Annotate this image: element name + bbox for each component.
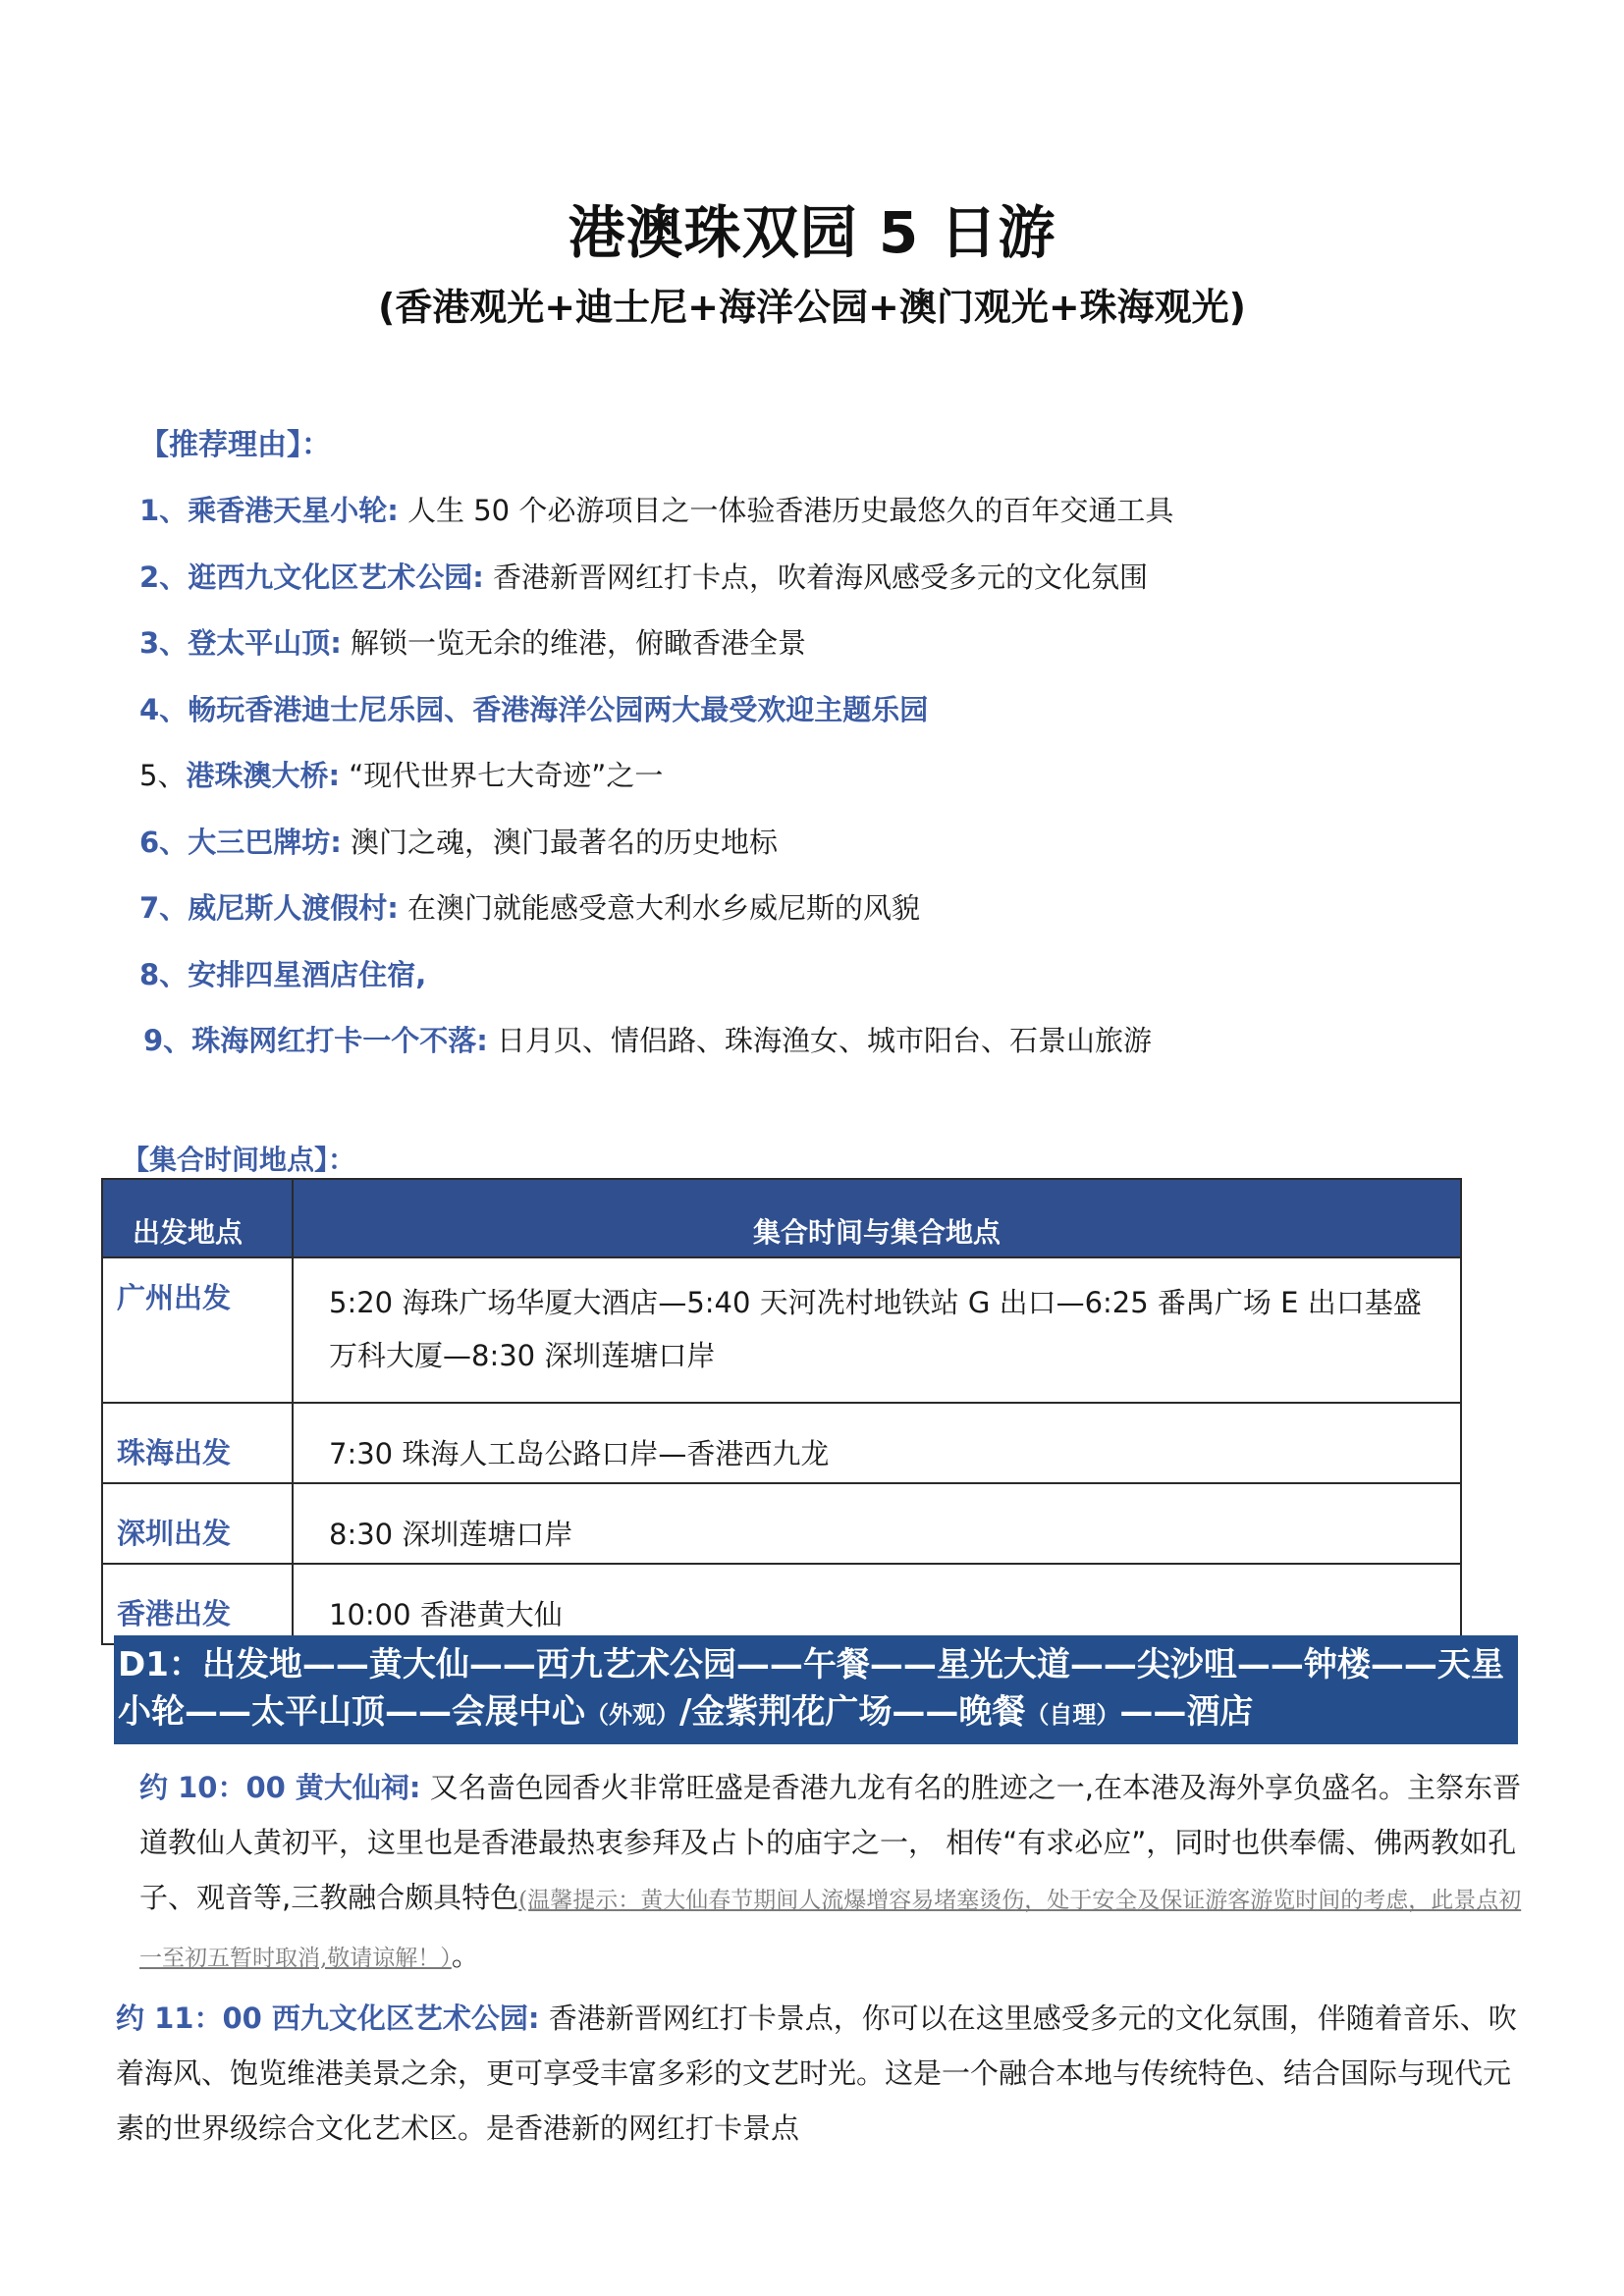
stop-end: 。: [451, 1939, 480, 1972]
column-header-route: 集合时间与集合地点: [293, 1179, 1461, 1257]
day1-banner-note2: （自理）: [1025, 1701, 1120, 1729]
page-title: 港澳珠双园 5 日游: [568, 199, 1056, 266]
stop-description: 又名啬色园香火非常旺盛是香港九龙有名的胜迹之一,在本港及海外享负盛名。主祭东晋道教仙人黄初平，这里也是香港最热衷参拜及占卜的庙宇之一， 相传“有求必应”，同时也供奉儒、佛两教如孔子、观音等,三教融合颇具特色: [139, 1771, 1521, 1914]
reason-item: [139, 823, 1534, 889]
reason-highlight: 逛西九文化区艺术公园:: [188, 560, 484, 594]
day1-banner-part3: ——酒店: [1119, 1692, 1254, 1732]
stop-warm-tip: (温馨提示：黄大仙春节期间人流爆增容易堵塞烫伤，处于安全及保证游客游览时间的考虑，此景点初一至初五暂时取消,敬请谅解！）: [139, 1888, 1522, 1971]
reason-number: 9、: [143, 1024, 192, 1057]
reason-number: 2、: [139, 560, 189, 594]
reason-item: [139, 623, 1534, 690]
route-cell: 5:20 海珠广场华厦大酒店—5:40 天河冼村地铁站 G 出口—6:25 番禺广场 E 出口基盛万科大厦—8:30 深圳莲塘口岸: [293, 1257, 1461, 1403]
reason-highlight: 畅玩香港迪士尼乐园、香港海洋公园两大最受欢迎主题乐园: [188, 692, 929, 726]
reason-text: 澳门之魂，澳门最著名的历史地标: [341, 825, 779, 859]
reason-item: [139, 756, 1534, 823]
origin-cell: 珠海出发: [102, 1403, 293, 1483]
table-header-row: [102, 1179, 1461, 1257]
reason-text: 解锁一览无余的维港，俯瞰香港全景: [341, 626, 807, 660]
reason-highlight: 大三巴牌坊:: [188, 825, 342, 859]
day1-stop-wong-tai-sin: [139, 1760, 1528, 1986]
table-row: [102, 1564, 1461, 1644]
reason-highlight: 登太平山顶:: [188, 626, 342, 660]
stop-time: 约 10：00 黄大仙祠:: [139, 1771, 421, 1804]
table-row: [102, 1483, 1461, 1564]
column-header-origin: 出发地点: [102, 1179, 293, 1257]
reason-item: [139, 1021, 1534, 1088]
stop-time: 约 11：00 西九文化区艺术公园:: [116, 2002, 540, 2035]
page-subtitle: (香港观光+迪士尼+海洋公园+澳门观光+珠海观光): [377, 286, 1247, 329]
reason-highlight: 乘香港天星小轮:: [188, 494, 399, 527]
reason-number: 1、: [139, 494, 189, 527]
reason-text: “现代世界七大奇迹”之一: [340, 759, 664, 792]
reason-number: 4、: [139, 692, 189, 726]
day1-banner: [114, 1635, 1518, 1744]
origin-cell: 深圳出发: [102, 1483, 293, 1564]
reason-number: 3、: [139, 626, 189, 660]
reason-text: 在澳门就能感受意大利水乡威尼斯的风貌: [398, 891, 921, 925]
route-cell: 7:30 珠海人工岛公路口岸—香港西九龙: [293, 1403, 1461, 1483]
reason-number: 6、: [139, 825, 189, 859]
reason-item: [139, 491, 1534, 558]
reasons-list: [139, 491, 1534, 1088]
reason-text: 香港新晋网红打卡点，吹着海风感受多元的文化氛围: [483, 560, 1149, 594]
day1-banner-part1: D1：出发地——黄大仙——西九艺术公园——午餐——星光大道——尖沙咀——钟楼——天星小轮——太平山顶——会展中心: [118, 1645, 1504, 1732]
meeting-heading: 【集合时间地点】：: [122, 1144, 356, 1176]
origin-cell: 香港出发: [102, 1564, 293, 1644]
reason-number: 8、: [139, 957, 189, 991]
origin-cell: 广州出发: [102, 1257, 293, 1403]
reason-highlight: 珠海网红打卡一个不落:: [191, 1024, 488, 1057]
reason-highlight: 安排四星酒店住宿,: [188, 957, 427, 991]
reason-item: [139, 690, 1534, 757]
day1-banner-note1: （外观）: [585, 1701, 679, 1729]
reason-text: 日月贝、情侣路、珠海渔女、城市阳台、石景山旅游: [487, 1024, 1153, 1057]
reason-highlight: 港珠澳大桥:: [186, 759, 341, 792]
reason-number: 5、: [139, 759, 187, 792]
reasons-heading: 【推荐理由】：: [139, 428, 331, 462]
reason-item: [139, 955, 1534, 1022]
day1-stop-west-kowloon: [116, 1991, 1526, 2156]
reason-item: [139, 558, 1534, 624]
table-row: [102, 1257, 1461, 1403]
reason-text: 人生 50 个必游项目之一体验香港历史最悠久的百年交通工具: [398, 494, 1174, 527]
day1-banner-part2: /金紫荆花广场——晚餐: [679, 1692, 1026, 1732]
reason-highlight: 威尼斯人渡假村:: [188, 891, 399, 925]
reason-item: [139, 888, 1534, 955]
route-cell: 8:30 深圳莲塘口岸: [293, 1483, 1461, 1564]
stop-description: 香港新晋网红打卡景点，你可以在这里感受多元的文化氛围，伴随着音乐、吹着海风、饱览维港美景之余，更可享受丰富多彩的文艺时光。这是一个融合本地与传统特色、结合国际与现代元素的世界级综合文化艺术区。是香港新的网红打卡景点: [116, 2002, 1517, 2145]
route-cell: 10:00 香港黄大仙: [293, 1564, 1461, 1644]
reason-number: 7、: [139, 891, 189, 925]
meeting-table: [101, 1178, 1462, 1645]
table-row: [102, 1403, 1461, 1483]
